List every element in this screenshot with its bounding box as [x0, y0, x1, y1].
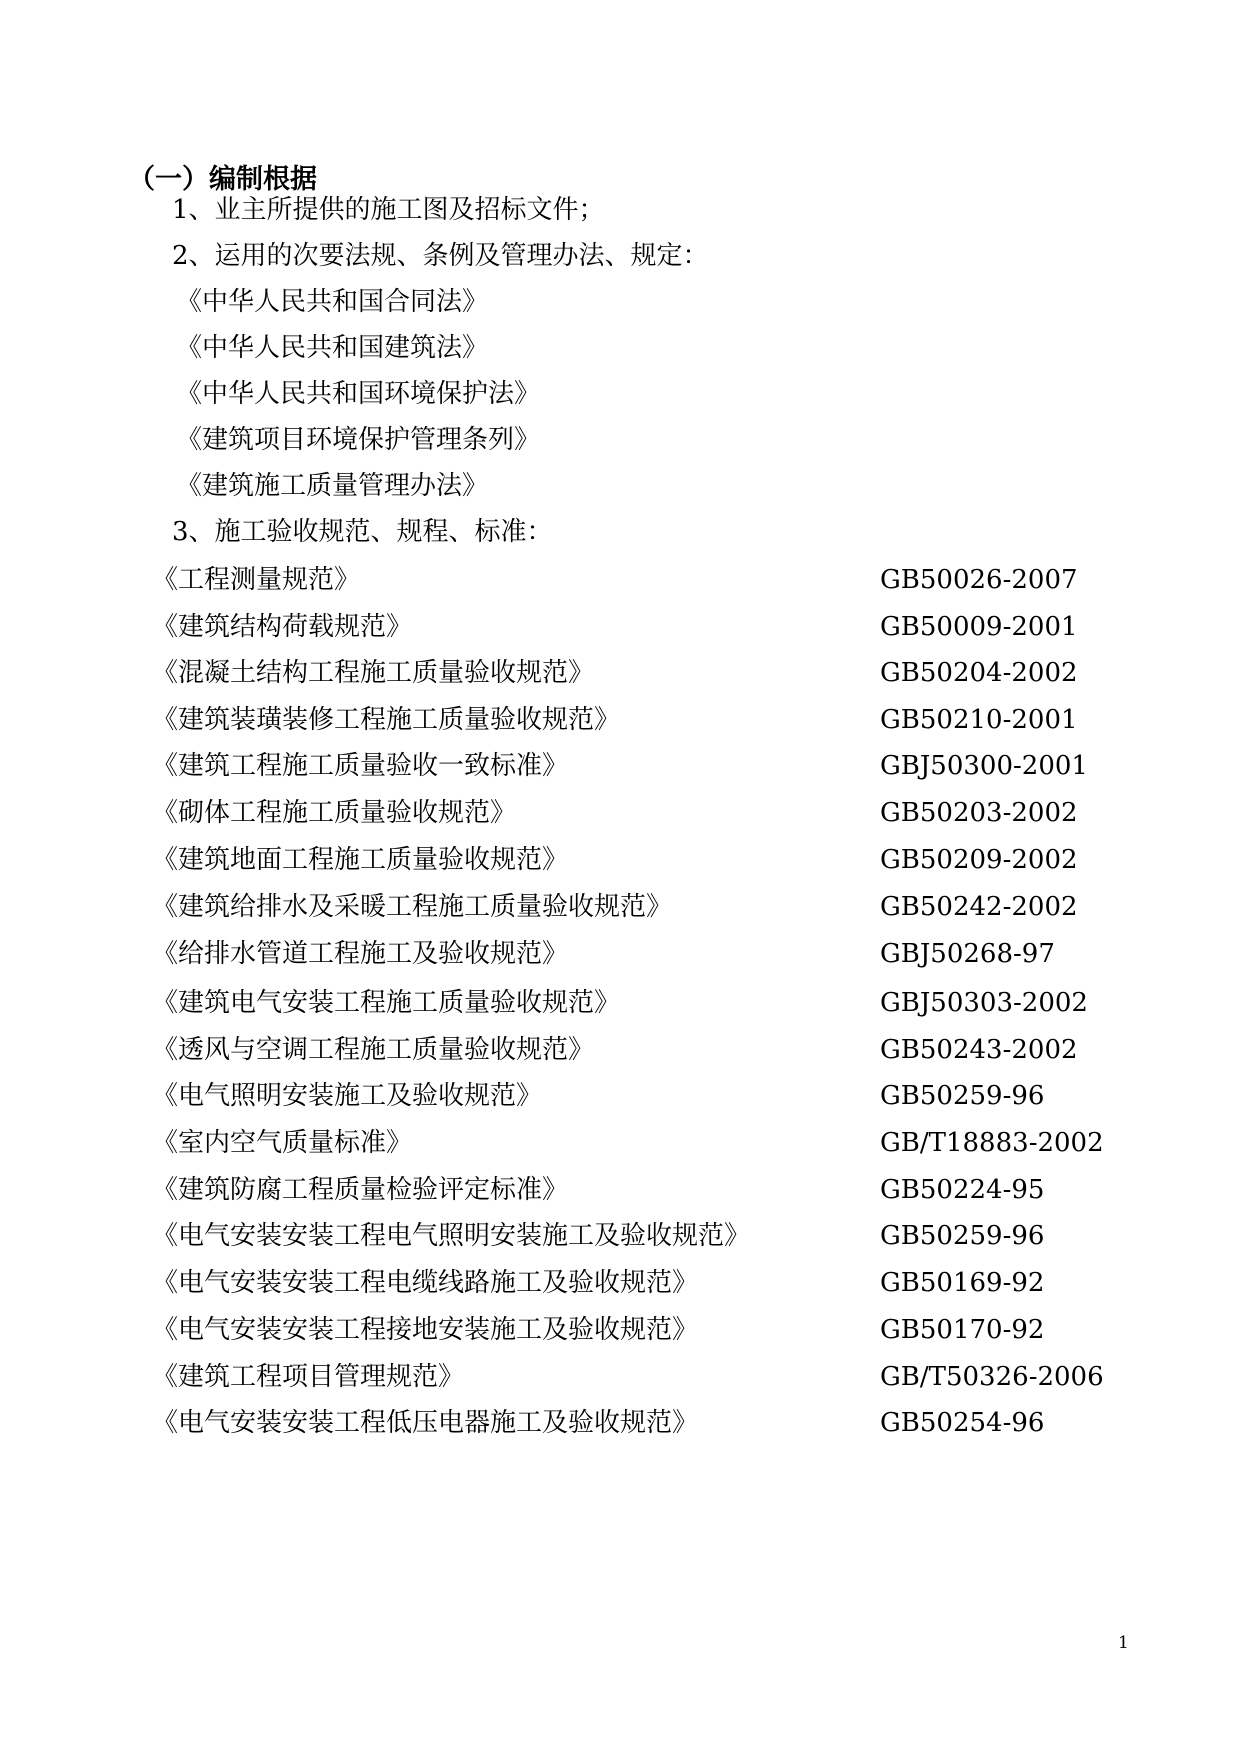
standard-row [152, 746, 1092, 786]
standard-name: 《电气安装安装工程电缆线路施工及验收规范》 [152, 1268, 699, 1298]
standard-row [152, 887, 1092, 927]
standard-name: 《电气安装安装工程电气照明安装施工及验收规范》 [152, 1221, 751, 1251]
standard-row [152, 700, 1092, 740]
standards-heading: 3、施工验收规范、规程、标准： [172, 517, 553, 547]
standard-code: GB50259-96 [880, 1221, 1045, 1251]
standard-code: GB50203-2002 [880, 798, 1078, 828]
standard-code: GBJ50303-2002 [880, 988, 1088, 1018]
standard-name: 《建筑电气安装工程施工质量验收规范》 [152, 988, 621, 1018]
standard-row [152, 653, 1092, 693]
standard-row [152, 607, 1092, 647]
standard-row [152, 1076, 1092, 1116]
standard-name: 《建筑地面工程施工质量验收规范》 [152, 845, 569, 875]
standard-code: GB50243-2002 [880, 1035, 1078, 1065]
standard-name: 《建筑防腐工程质量检验评定标准》 [152, 1175, 569, 1205]
standard-row [152, 1170, 1092, 1210]
standard-code: GB/T50326-2006 [880, 1362, 1104, 1392]
standard-name: 《给排水管道工程施工及验收规范》 [152, 939, 569, 969]
standard-row [152, 560, 1092, 600]
standard-code: GB50169-92 [880, 1268, 1045, 1298]
standard-row [152, 793, 1092, 833]
standard-row [152, 1123, 1104, 1163]
standard-code: GB50242-2002 [880, 892, 1078, 922]
standard-code: GB50209-2002 [880, 845, 1078, 875]
standard-row [152, 1310, 1092, 1350]
section-heading: （一）编制根据 [128, 164, 317, 195]
law-item: 《建筑项目环境保护管理条列》 [176, 425, 541, 455]
standard-row [152, 983, 1092, 1023]
standard-row [152, 1403, 1092, 1443]
standard-code: GB50254-96 [880, 1408, 1045, 1438]
standard-name: 《建筑给排水及采暖工程施工质量验收规范》 [152, 892, 673, 922]
standard-row [152, 934, 1092, 974]
standard-row [152, 1030, 1092, 1070]
basis-item-2: 2、运用的次要法规、条例及管理办法、规定： [172, 241, 709, 271]
standard-code: GB50026-2007 [880, 565, 1078, 595]
law-item: 《中华人民共和国建筑法》 [176, 333, 489, 363]
standard-code: GBJ50268-97 [880, 939, 1055, 969]
standard-name: 《透风与空调工程施工质量验收规范》 [152, 1035, 595, 1065]
standard-code: GB50259-96 [880, 1081, 1045, 1111]
standard-name: 《建筑结构荷载规范》 [152, 612, 413, 642]
standard-code: GB/T18883-2002 [880, 1128, 1104, 1158]
standard-code: GBJ50300-2001 [880, 751, 1088, 781]
basis-item-1: 1、业主所提供的施工图及招标文件； [172, 195, 605, 225]
standard-name: 《电气照明安装施工及验收规范》 [152, 1081, 543, 1111]
law-item: 《建筑施工质量管理办法》 [176, 471, 489, 501]
standard-row [152, 1216, 1092, 1256]
standard-code: GB50224-95 [880, 1175, 1045, 1205]
standard-name: 《建筑工程施工质量验收一致标准》 [152, 751, 569, 781]
law-item: 《中华人民共和国合同法》 [176, 287, 489, 317]
standard-name: 《工程测量规范》 [152, 565, 361, 595]
law-item: 《中华人民共和国环境保护法》 [176, 379, 541, 409]
standard-code: GB50170-92 [880, 1315, 1045, 1345]
standard-name: 《电气安装安装工程低压电器施工及验收规范》 [152, 1408, 699, 1438]
standard-name: 《混凝土结构工程施工质量验收规范》 [152, 658, 595, 688]
standard-code: GB50210-2001 [880, 705, 1078, 735]
standard-name: 《室内空气质量标准》 [152, 1128, 413, 1158]
standard-row [152, 1263, 1092, 1303]
standard-row [152, 1357, 1104, 1397]
standard-name: 《建筑工程项目管理规范》 [152, 1362, 465, 1392]
standard-row [152, 840, 1092, 880]
standard-name: 《砌体工程施工质量验收规范》 [152, 798, 517, 828]
standard-name: 《建筑装璜装修工程施工质量验收规范》 [152, 705, 621, 735]
standard-code: GB50009-2001 [880, 612, 1078, 642]
page-number: 1 [1118, 1633, 1129, 1653]
standard-name: 《电气安装安装工程接地安装施工及验收规范》 [152, 1315, 699, 1345]
standard-code: GB50204-2002 [880, 658, 1078, 688]
